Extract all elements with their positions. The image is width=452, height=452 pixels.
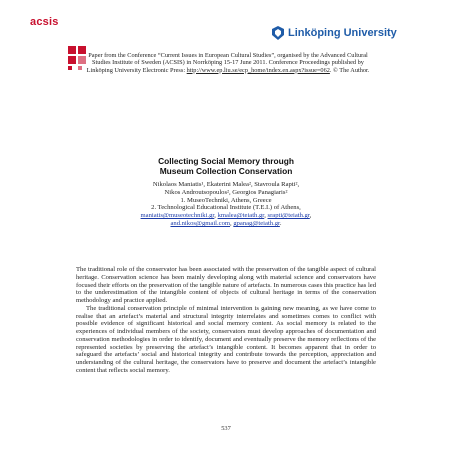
author-block bbox=[66, 181, 386, 228]
header-line-3-text: Linköping University Electronic Press: bbox=[86, 66, 187, 74]
header-line-3-end: . © The Author. bbox=[329, 66, 370, 74]
email-separator: , bbox=[264, 212, 268, 220]
page-number: 537 bbox=[221, 425, 231, 432]
author-emails-line-2 bbox=[66, 220, 386, 228]
acsis-wordmark: acsis bbox=[30, 16, 59, 28]
paper-title-line-2: Museum Collection Conservation bbox=[159, 166, 293, 176]
email-separator: , bbox=[309, 212, 312, 220]
email-link[interactable]: gpanag@teiath.gr bbox=[233, 219, 280, 227]
abstract-body bbox=[76, 266, 376, 375]
header-line-1: Paper from the Conference “Current Issues in European Cultural Studies”, organised by the Advanced Cultural bbox=[88, 52, 368, 59]
paper-title-line-1: Collecting Social Memory through bbox=[158, 156, 294, 166]
author-emails-line-1 bbox=[66, 212, 386, 220]
header-line-2: Studies Institute of Sweden (ACSIS) in Norrköping 15-17 June 2011. Conference Proceedings published by bbox=[92, 59, 364, 67]
email-separator: , bbox=[214, 212, 218, 220]
email-link[interactable]: and.nikos@gmail.com bbox=[170, 219, 231, 227]
header-line-3 bbox=[46, 67, 410, 74]
linkoping-university-logo bbox=[272, 26, 397, 40]
liu-crest-icon bbox=[272, 26, 284, 40]
proceedings-link[interactable]: http://www.ep.liu.se/ecp_home/index.en.aspx?issue=062 bbox=[186, 66, 330, 74]
email-separator: , bbox=[230, 219, 234, 227]
email-link[interactable]: kmalea@teiath.gr bbox=[217, 212, 265, 220]
body-paragraph-2: The traditional conservation principle of minimal intervention is gaining new meaning, as we have come to realise that an artefact’s material and structural integrity interrelates and sometimes comes to conflict with possible evidence of significant historical and social memory content. As social memory is related to the experiences of individual members of the society, conservators must develop approaches of documentation and conservation methodologies in order to identify, document and eventually preserve the memory reflections of the represented societies by preserving the artefact’s intangible content. It becomes apparent that in order to safeguard the artefacts’ social and historical integrity and contribute towards the perception, appreciation and understanding of the cultural heritage, the conservators have to preserve and document the artefact’s intangible content that reflects social memory. bbox=[76, 304, 376, 374]
email-link[interactable]: maniatis@museotechniki.gr bbox=[140, 212, 215, 220]
author-names-line-2: Nikos Androutsopoulos², Georgios Panagiaris² bbox=[164, 188, 288, 196]
affiliation-1: 1. MuseoTechniki, Athens, Greece bbox=[180, 196, 272, 204]
paper-title bbox=[120, 156, 332, 176]
author-names-line-1: Nikolaos Maniatis¹, Ekaterini Malea², Stavroula Rapti², bbox=[152, 181, 300, 188]
liu-wordmark: Linköping University bbox=[288, 27, 397, 39]
email-separator: . bbox=[279, 219, 282, 227]
body-paragraph-1: The traditional role of the conservator has been associated with the preservation of the tangible aspect of cultural heritage. Conservation science has been mainly developing along with material science and conservators have focused their efforts on the preservation of the tangible nature of artefacts. In numerous cases this practice has led to the underestimation of the intangible content of objects of cultural heritage in terms of the conservation methodology and practice applied. bbox=[76, 266, 376, 304]
conference-header-note bbox=[46, 52, 410, 74]
email-link[interactable]: srapti@teiath.gr bbox=[267, 212, 310, 220]
affiliation-2: 2. Technological Educational Institute (T.E.I.) of Athens, bbox=[151, 204, 301, 212]
